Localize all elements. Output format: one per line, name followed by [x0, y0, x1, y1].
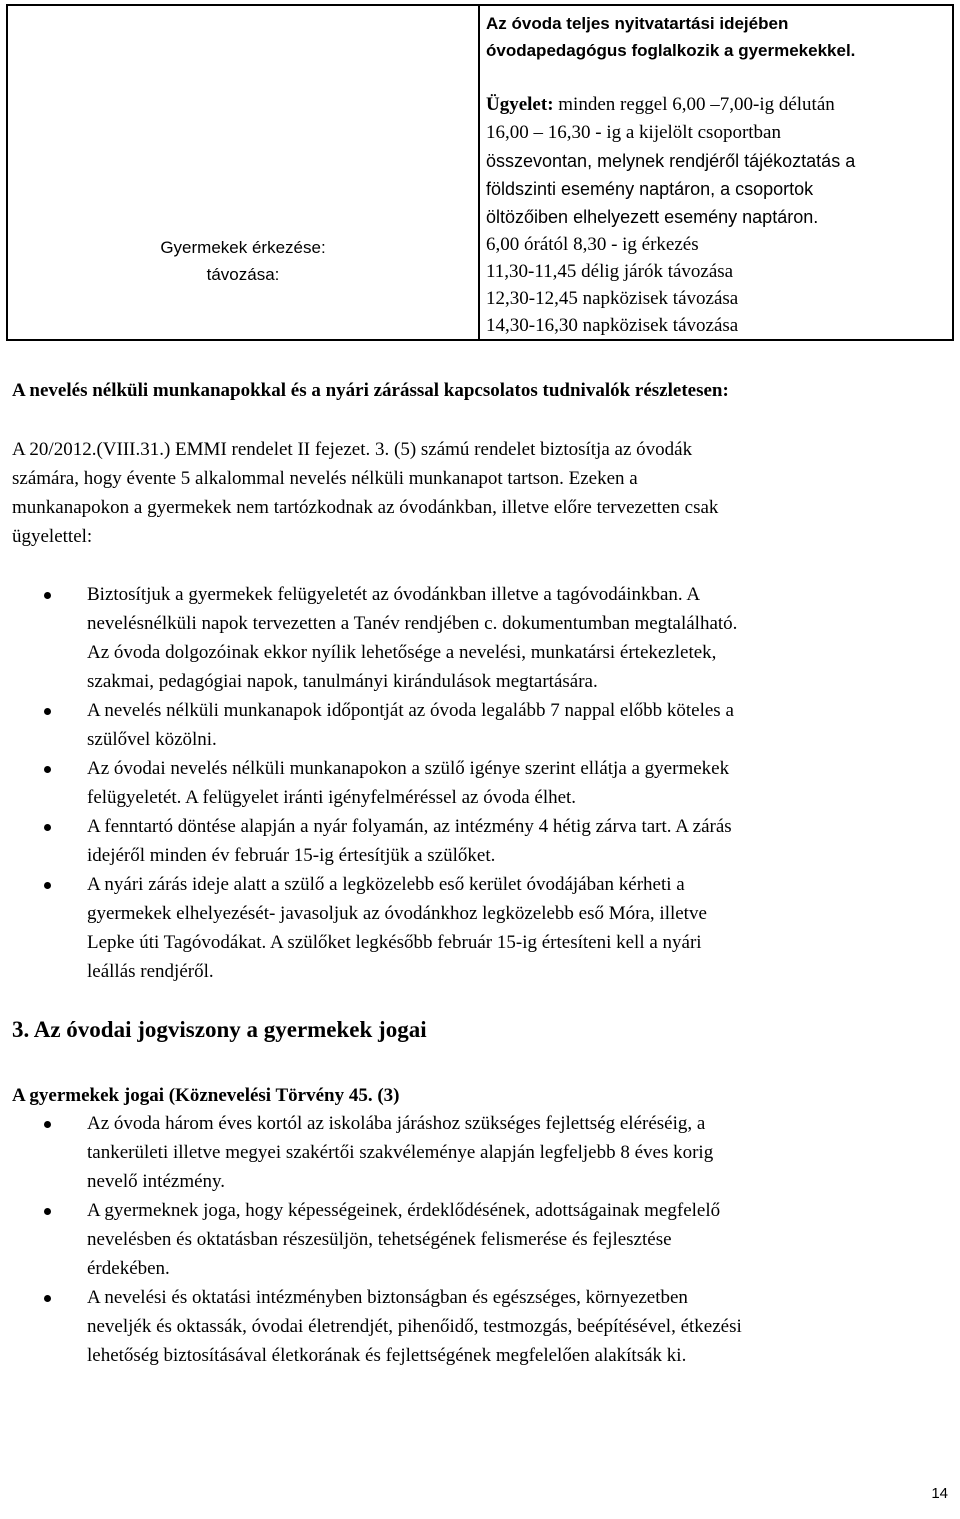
duty-paragraph: Ügyelet: minden reggel 6,00 –7,00-ig délután 16,00 – 16,30 - ig a kijelölt csoportban összevontan, melynek rendjéről tájékoztatás a földszinti esemény naptáron, a csoportok öltözőiben elhelyezett esemény naptáron. [486, 94, 856, 227]
bullet-icon [44, 592, 51, 599]
bullet-icon [44, 1208, 51, 1215]
bullet-icon [44, 1295, 51, 1302]
bullet-icon [44, 708, 51, 715]
schedule-list [486, 231, 946, 339]
page-number: 14 [931, 1485, 948, 1502]
bullet-icon [44, 882, 51, 889]
schedule-item: 6,00 órától 8,30 - ig érkezés [486, 234, 699, 255]
arrival-departure-label: Gyermekek érkezése: távozása: [160, 238, 326, 284]
children-rights-list [0, 1109, 742, 1370]
list-item: Az óvoda három éves kortól az iskolába járáshoz szükséges fejlettség eléréséig, a tankerületi illetve megyei szakértői szakvéleménye alapján legfeljebb 8 éves korig nevelő intézmény. [0, 1109, 742, 1196]
schedule-item: 11,30-11,45 délig járók távozása [486, 261, 734, 282]
list-item: A fenntartó döntése alapján a nyár folyamán, az intézmény 4 hétig zárva tart. A zárás idejéről minden év február 15-ig értesítjük a szülőket. [0, 812, 737, 870]
list-item: A nevelési és oktatási intézményben biztonságban és egészséges, környezetben neveljék és oktassák, óvodai életrendjét, pihenőidő, testmozgás, beépítésével, étkezési lehetőség biztosításával életkorának és fejlettségének megfelelően alakítsák ki. [0, 1283, 742, 1370]
bullet-icon [44, 766, 51, 773]
schedule-item: 14,30-16,30 napközisek távozása [486, 315, 739, 336]
opening-hours-note: Az óvoda teljes nyitvatartási idejében óvodapedagógus foglalkozik a gyermekekkel. [486, 14, 856, 60]
schedule-details-cell [479, 5, 953, 340]
section-heading: A nevelés nélküli munkanapokkal és a nyári zárással kapcsolatos tudnivalók részletesen: [12, 380, 729, 401]
list-item: Az óvodai nevelés nélküli munkanapokon a szülő igénye szerint ellátja a gyermekek felügyeletét. A felügyelet iránti igényfelméréssel az óvoda élhet. [0, 754, 737, 812]
bullet-icon [44, 824, 51, 831]
rights-heading: A gyermekek jogai (Köznevelési Törvény 45. (3) [12, 1085, 400, 1106]
list-item: A nyári zárás ideje alatt a szülő a legközelebb eső kerület óvodájában kérheti a gyermekek elhelyezését- javasoljuk az óvodánkhoz legközelebb eső Móra, illetve Lepke úti Tagóvodákat. A szülőket legkésőbb február 15-ig értesíteni kell a nyári leállás rendjéről. [0, 870, 737, 986]
list-item: A gyermeknek joga, hogy képességeinek, érdeklődésének, adottságainak megfelelő nevelésben és oktatásban részesüljön, tehetségének felismerése és fejlesztése érdekében. [0, 1196, 742, 1283]
schedule-item: 12,30-12,45 napközisek távozása [486, 288, 739, 309]
bullet-icon [44, 1121, 51, 1128]
closure-days-list [0, 580, 737, 986]
arrival-label-cell [7, 5, 479, 340]
chapter-heading: 3. Az óvodai jogviszony a gyermekek jogai [12, 1017, 427, 1042]
list-item: Biztosítjuk a gyermekek felügyeletét az óvodánkban illetve a tagóvodáinkban. A nevelésnélküli napok tervezetten a Tanév rendjében c. dokumentumban megtalálható. Az óvoda dolgozóinak ekkor nyílik lehetősége a nevelési, munkatársi értekezletek, szakmai, pedagógiai napok, tanulmányi kirándulások megtartására. [0, 580, 737, 696]
schedule-table [6, 4, 954, 341]
list-item: A nevelés nélküli munkanapok időpontját az óvoda legalább 7 nappal előbb köteles a szülővel közölni. [0, 696, 737, 754]
decree-paragraph: A 20/2012.(VIII.31.) EMMI rendelet II fejezet. 3. (5) számú rendelet biztosítja az óvodák számára, hogy évente 5 alkalommal nevelés nélküli munkanapot tartson. Ezeken a munkanapokon a gyermekek nem tartózkodnak az óvodánkban, illetve előre tervezetten csak ügyelettel: [12, 439, 719, 547]
